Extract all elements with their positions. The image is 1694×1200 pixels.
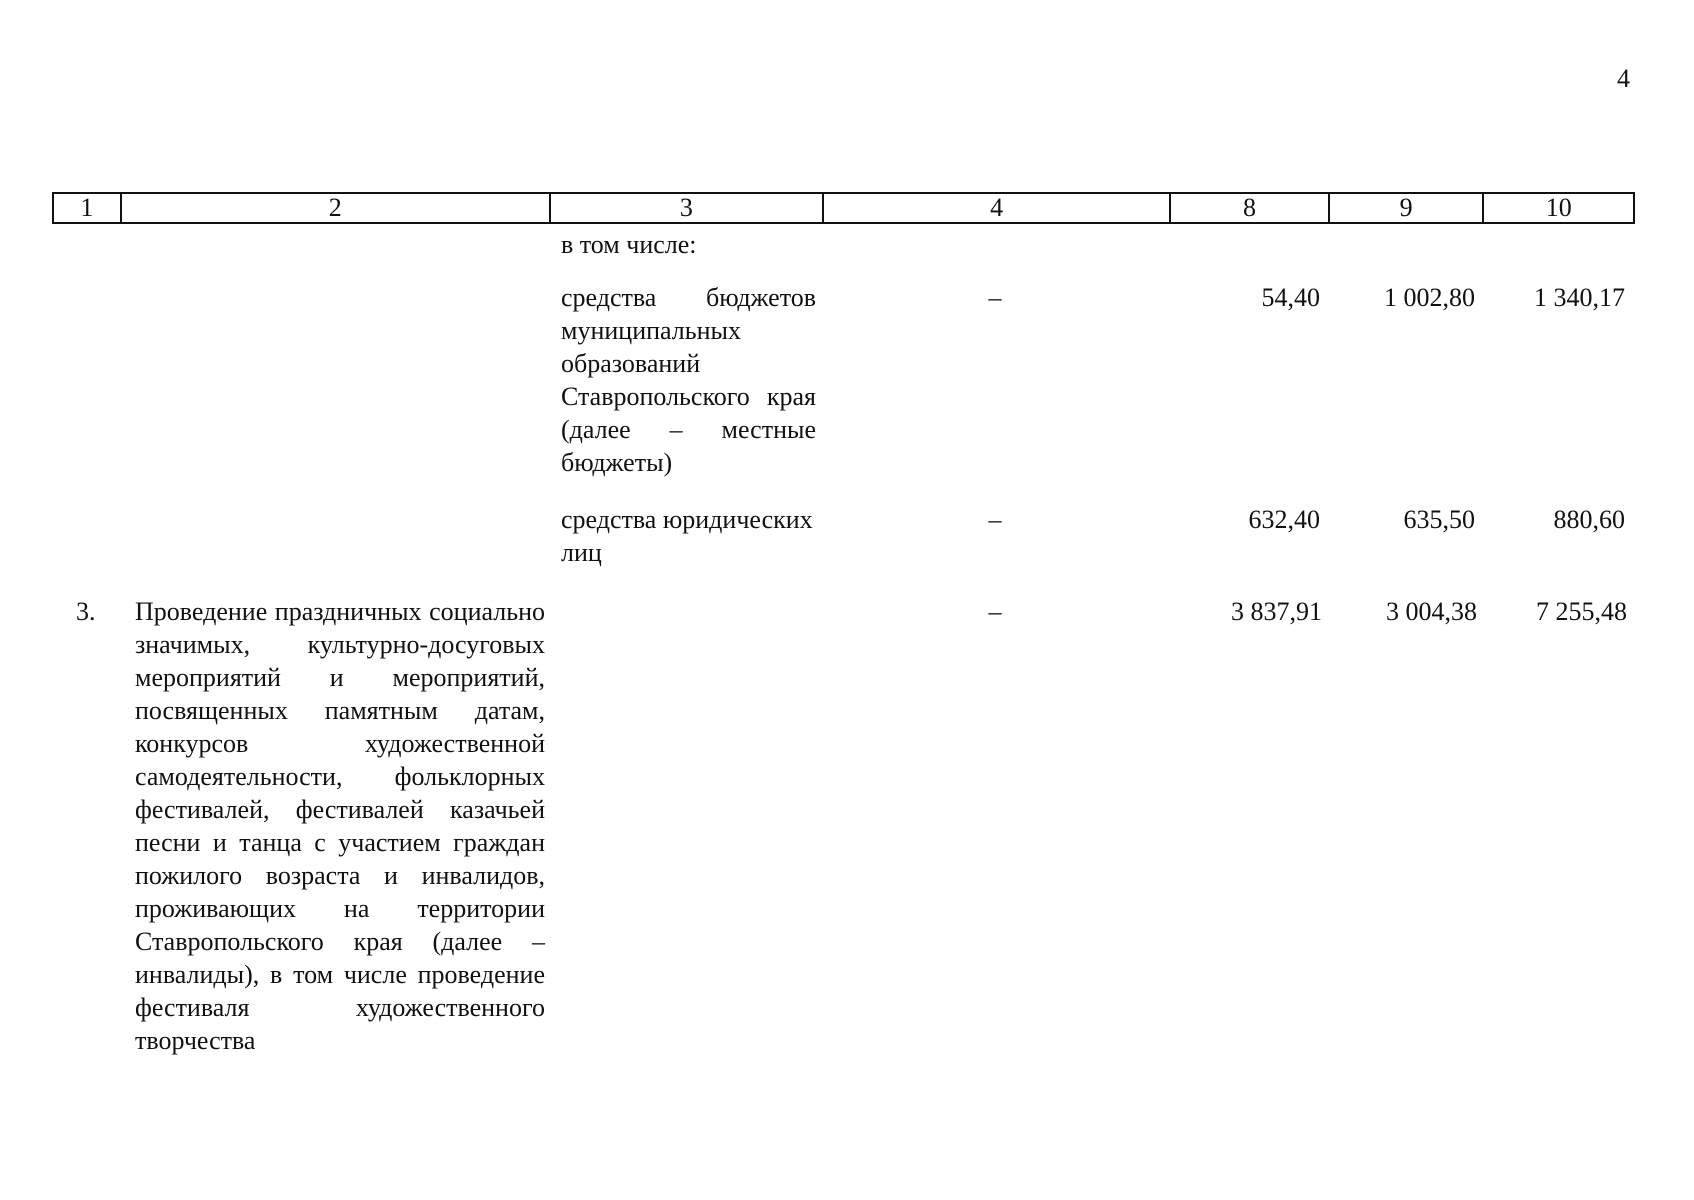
legal-entities-col10: 880,60 <box>1553 505 1625 534</box>
header-col-10: 10 <box>1545 193 1572 222</box>
table-header-row <box>52 192 1635 224</box>
local-budgets-source: средства бюджетов муниципальных образований Ставропольского края (далее – местные бюджеты) <box>561 283 816 477</box>
including-label: в том числе: <box>561 230 697 259</box>
header-col-9: 9 <box>1330 194 1485 222</box>
item3-col4: – <box>988 597 1002 626</box>
legal-entities-col8: 632,40 <box>1248 505 1320 534</box>
legal-entities-source: средства юридических лиц <box>561 505 813 567</box>
header-col-8: 8 <box>1171 194 1330 222</box>
header-col-2: 2 <box>122 194 551 222</box>
item3-col8: 3 837,91 <box>1231 597 1322 626</box>
item3-description: Проведение праздничных социально значимых, культурно-досуговых мероприятий и мероприятий, посвященных памятным датам, конкурсов художественной самодеятельности, фольклорных фестивалей, фестивалей казачьей песни и танца с участием граждан пожилого возраста и инвалидов, проживающих на территории Ставропольского края (далее – инвалиды), в том числе проведение фестиваля художественного творчества <box>135 597 545 1055</box>
local-budgets-col4: – <box>988 283 1002 312</box>
header-col-4: 4 <box>824 194 1171 222</box>
legal-entities-col9: 635,50 <box>1403 505 1475 534</box>
legal-entities-col4: – <box>988 505 1002 534</box>
header-col-3: 3 <box>551 194 824 222</box>
item3-number: 3. <box>76 597 96 626</box>
local-budgets-col8: 54,40 <box>1261 283 1320 312</box>
page-number: 4 <box>1617 64 1630 93</box>
item3-col10: 7 255,48 <box>1536 597 1627 626</box>
local-budgets-col10: 1 340,17 <box>1534 283 1625 312</box>
item3-col9: 3 004,38 <box>1386 597 1477 626</box>
local-budgets-col9: 1 002,80 <box>1384 283 1475 312</box>
header-col-1: 1 <box>54 194 122 222</box>
